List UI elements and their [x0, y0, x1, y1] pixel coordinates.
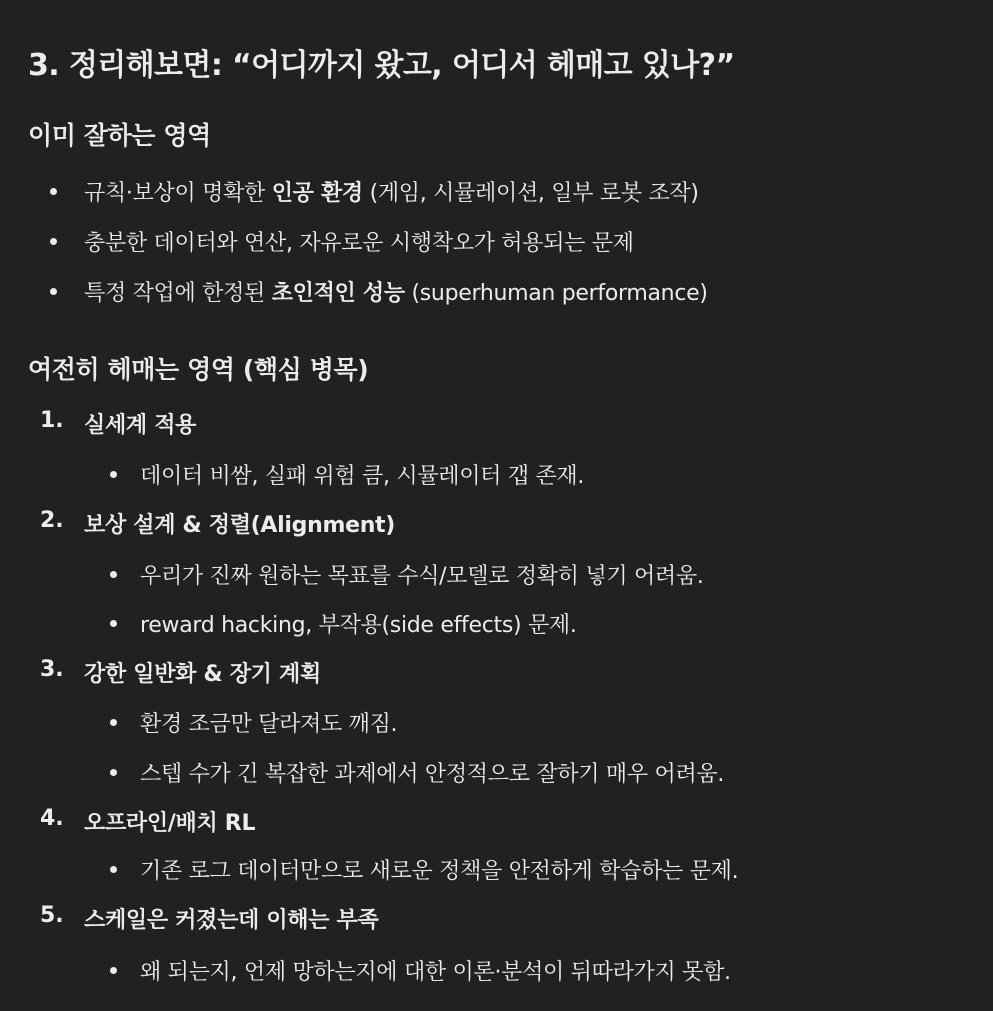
item-number: 3. — [40, 657, 64, 682]
item-text-pre: 규칙·보상이 명확한 — [84, 181, 272, 206]
item-number: 1. — [40, 408, 64, 433]
item-text-bold: 인공 환경 — [271, 181, 363, 206]
item-title: 강한 일반화 & 장기 계획 — [84, 662, 321, 687]
item-text-pre: 충분한 데이터와 연산, 자유로운 시행착오가 허용되는 문제 — [84, 231, 634, 256]
bullet-icon — [110, 967, 117, 974]
section-heading-strengths: 이미 잘하는 영역 — [28, 121, 211, 150]
bullet-icon — [110, 471, 117, 478]
item-text-pre: 특정 작업에 한정된 — [84, 281, 272, 306]
item-title: 실세계 적용 — [84, 413, 197, 438]
item-number: 4. — [40, 806, 64, 831]
list-item-text — [84, 226, 634, 257]
sub-item-text: reward hacking, 부작용(side effects) 문제. — [140, 613, 577, 638]
sub-item-text: 스텝 수가 긴 복잡한 과제에서 안정적으로 잘하기 매우 어려움. — [140, 762, 725, 787]
sub-item-text: 왜 되는지, 언제 망하는지에 대한 이론·분석이 뒤따라가지 못함. — [140, 960, 731, 985]
section-heading-bottlenecks: 여전히 헤매는 영역 (핵심 병목) — [28, 355, 369, 384]
bullet-icon — [50, 238, 57, 245]
item-number: 5. — [40, 903, 64, 928]
bullet-icon — [110, 620, 117, 627]
item-number: 2. — [40, 508, 64, 533]
item-text-post: (게임, 시뮬레이션, 일부 로봇 조작) — [362, 181, 699, 206]
list-item-text — [84, 176, 699, 207]
page-title: 3. 정리해보면: “어디까지 왔고, 어디서 헤매고 있나?” — [28, 48, 735, 83]
bullet-icon — [50, 188, 57, 195]
item-title: 보상 설계 & 정렬(Alignment) — [84, 513, 396, 538]
bullet-icon — [50, 288, 57, 295]
item-text-bold: 초인적인 성능 — [271, 281, 405, 306]
sub-item-text: 데이터 비쌈, 실패 위험 큼, 시뮬레이터 갭 존재. — [140, 464, 585, 489]
sub-item-text: 기존 로그 데이터만으로 새로운 정책을 안전하게 학습하는 문제. — [140, 859, 739, 884]
sub-item-text: 환경 조금만 달라져도 깨짐. — [140, 712, 398, 737]
item-text-post: (superhuman performance) — [404, 281, 708, 306]
bullet-icon — [110, 866, 117, 873]
item-title: 오프라인/배치 RL — [84, 811, 256, 836]
item-title: 스케일은 커졌는데 이해는 부족 — [84, 908, 379, 933]
bullet-icon — [110, 719, 117, 726]
sub-item-text: 우리가 진짜 원하는 목표를 수식/모델로 정확히 넣기 어려움. — [140, 564, 704, 589]
bullet-icon — [110, 769, 117, 776]
list-item-text — [84, 276, 708, 307]
bullet-icon — [110, 571, 117, 578]
